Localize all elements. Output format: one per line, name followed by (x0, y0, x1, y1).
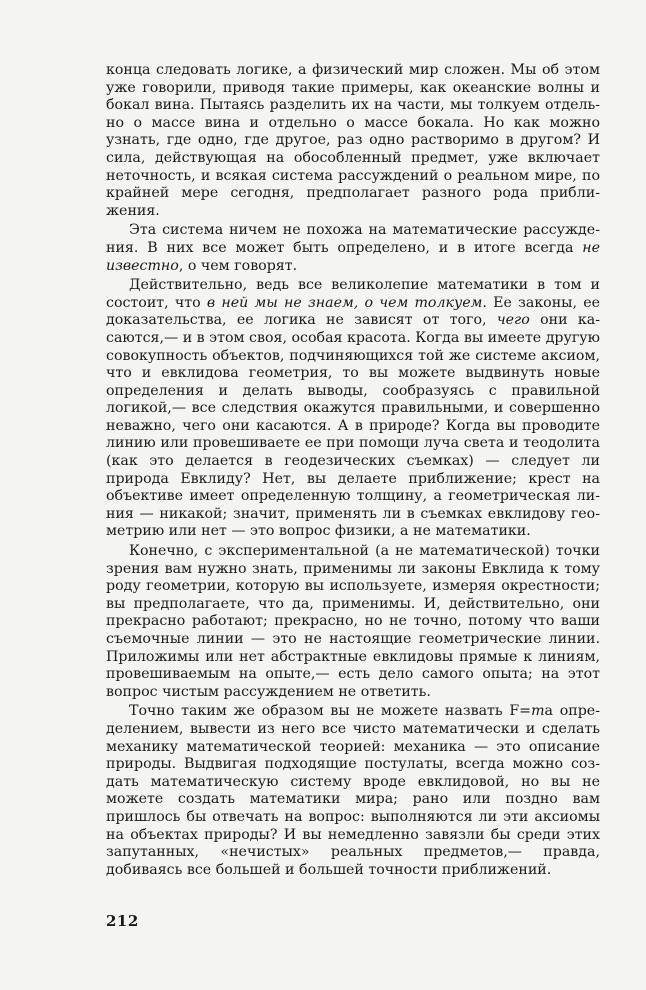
paragraph (106, 62, 600, 220)
emphasis-text: чего (496, 312, 530, 329)
text-segment: , о чем говорят. (178, 257, 298, 274)
text-segment: a определением, вывести из него все чисто математически и сделать механику математической теорией: механика — это описание природы. Выдвигая подходящие постулаты, всегда можно создать математическую систему вроде евклидовой, но вы не можете создать математики мира; рано или поздно вам пришлось бы отвечать на вопрос: выполняются ли эти аксиомы на объектах природы? И вы немедленно завязли бы среди этих запутанных, «нечистых» реальных предметов,— правда, добиваясь все большей и большей точности приближений. (106, 703, 600, 878)
text-segment: конца следовать логике, а физический мир сложен. Мы об этом уже говорили, приводя такие примеры, как океанские волны и бокал вина. Пытаясь разделить их на части, мы толкуем отдельно о массе вина и отдельно о массе бокала. Но как можно узнать, где одно, где другое, раз одно растворимо в другом? И сила, действующая на обособленный предмет, уже включает неточность, и всякая система рассуждений о реальном мире, по крайней мере сегодня, предполагает разного рода приближения. (106, 62, 600, 219)
page-number: 212 (106, 912, 139, 930)
emphasis-text: m (531, 703, 545, 720)
emphasis-text: не известно (106, 239, 600, 274)
paragraph (106, 543, 600, 701)
text-segment: они касаются,— и в этом своя, особая красота. Когда вы имеете другую совокупность объектов, подчиняющихся той же системе аксиом, что и евклидова геометрия, то вы можете выдвинуть новые определения и делать выводы, сообразуясь с правильной логикой,— все следствия окажутся правильными, и совершенно неважно, чего они касаются. А в природе? Когда вы проводите линию или провешиваете ее при помощи луча света и теодолита (как это делается в геодезических съемках) — следует ли природа Евклиду? Нет, вы делаете приближение; крест на объективе имеет определенную толщину, а геометрическая линия — никакой; значит, применять ли в съемках евклидову геометрию или нет — это вопрос физики, а не математики. (106, 312, 600, 540)
text-segment: Точно таким же образом вы не можете назвать F= (129, 703, 532, 720)
paragraph (106, 277, 600, 541)
emphasis-text: в ней мы не знаем, о чем толкуем. (206, 294, 487, 311)
paragraph (106, 222, 600, 275)
paragraph (106, 703, 600, 879)
text-segment: Конечно, с экспериментальной (а не математической) точки зрения вам нужно знать, применимы ли законы Евклида к тому роду геометрии, которую вы используете, измеряя окрестности; вы предполагаете, что да, применимы. И, действительно, они прекрасно работают; прекрасно, но не точно, потому что ваши съемочные линии — это не настоящие геометрические линии. Приложимы или нет абстрактные евклидовы прямые к линиям, провешиваемым на опыте,— есть дело самого опыта; на этот вопрос чистым рассуждением не ответить. (106, 543, 600, 700)
text-segment: Действительно, ведь все великолепие математики в том и состоит, что (106, 277, 600, 311)
body-text (106, 62, 600, 879)
text-segment: Ее законы, ее доказательства, ее логика не зависят от того, (106, 294, 601, 329)
text-segment: Эта система ничем не похожа на математические рассуждения. В них все может быть определено, и в итоге всегда (106, 222, 600, 256)
